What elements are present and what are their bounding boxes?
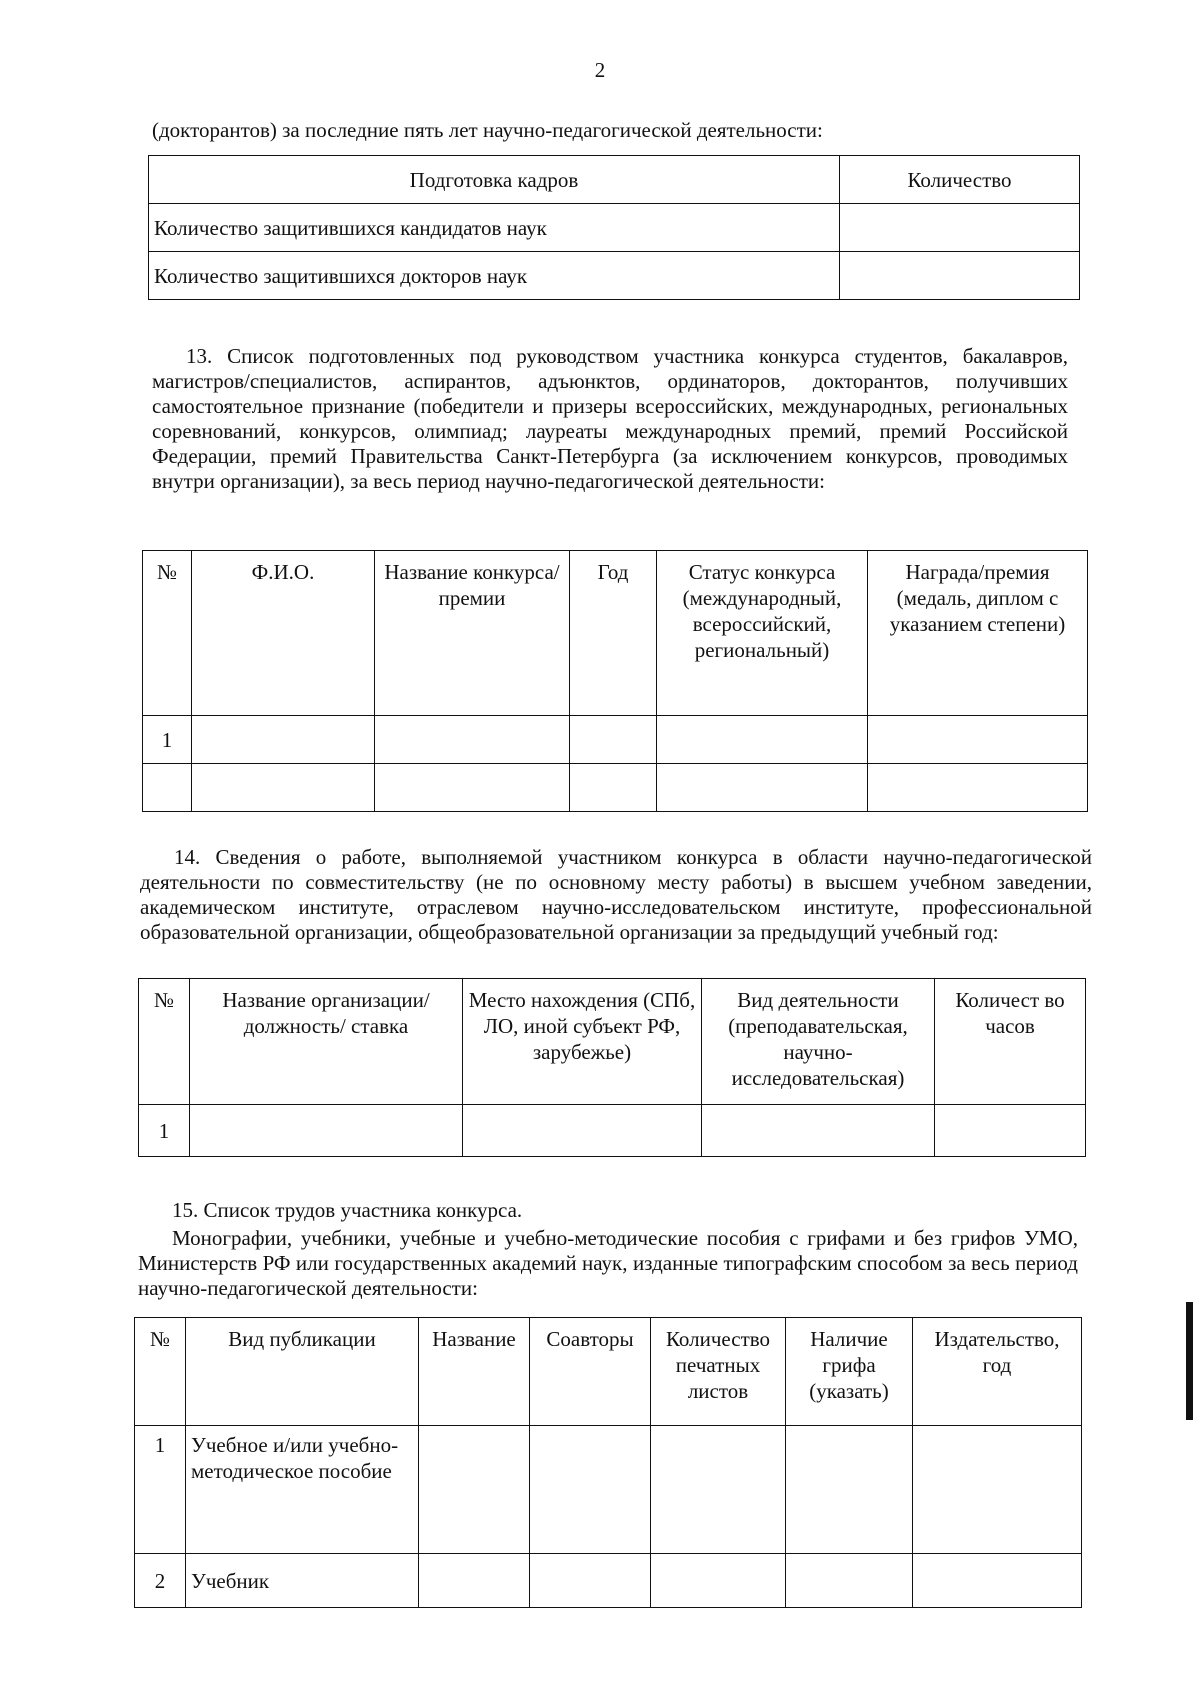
publications-table <box>134 1317 1082 1608</box>
section-14-text: 14. Сведения о работе, выполняемой участником конкурса в области научно-педагогической деятельности по совместительству (не по основному месту работы) в высшем учебном заведении, академическом институте, отраслевом научно-исследовательском институте, профессиональной образовательной организации, общеобразовательной организации за предыдущий учебный год: <box>140 845 1092 944</box>
header-location: Место нахождения (СПб, ЛО, иной субъект РФ, зарубежье) <box>463 979 702 1105</box>
section-15-text: Монографии, учебники, учебные и учебно-методические пособия с грифами и без грифов УМО, Министерств РФ или государственных академий наук, изданные типографским способом за весь период научно-педагогической деятельности: <box>138 1226 1078 1300</box>
empty-cell <box>530 1426 651 1554</box>
empty-cell <box>651 1554 786 1608</box>
empty-cell <box>868 764 1088 812</box>
header-training: Подготовка кадров <box>149 156 840 204</box>
empty-cell <box>570 716 657 764</box>
empty-cell <box>570 764 657 812</box>
empty-cell <box>657 716 868 764</box>
header-activity: Вид деятельности (преподавательская, научно-исследовательская) <box>702 979 935 1105</box>
header-number: № <box>135 1318 186 1426</box>
header-organization: Название организации/должность/ ставка <box>190 979 463 1105</box>
header-award: Награда/премия (медаль, диплом с указанием степени) <box>868 551 1088 716</box>
table-row <box>149 252 1080 300</box>
table-row <box>149 204 1080 252</box>
awards-table <box>142 550 1088 812</box>
page-number: 2 <box>594 58 606 82</box>
table-row <box>143 764 1088 812</box>
empty-cell <box>375 764 570 812</box>
header-publication-type: Вид публикации <box>186 1318 419 1426</box>
header-fio: Ф.И.О. <box>192 551 375 716</box>
empty-cell <box>840 204 1080 252</box>
empty-cell <box>375 716 570 764</box>
empty-cell <box>868 716 1088 764</box>
empty-cell <box>913 1426 1082 1554</box>
table-row <box>135 1426 1082 1554</box>
header-sheets: Количество печатных листов <box>651 1318 786 1426</box>
header-title: Название <box>419 1318 530 1426</box>
intro-line: (докторантов) за последние пять лет научно-педагогической деятельности: <box>152 118 823 142</box>
table-row <box>139 1105 1086 1157</box>
empty-cell <box>786 1554 913 1608</box>
row-number: 1 <box>143 716 192 764</box>
empty-cell <box>192 764 375 812</box>
header-number: № <box>143 551 192 716</box>
table-row <box>143 716 1088 764</box>
publication-type: Учебное и/или учебно-методическое пособие <box>186 1426 419 1554</box>
empty-cell <box>190 1105 463 1157</box>
empty-cell <box>530 1554 651 1608</box>
section-13-text: 13. Список подготовленных под руководством участника конкурса студентов, бакалавров, магистров/специалистов, аспирантов, адъюнктов, ординаторов, докторантов, получивших самостоятельное признание (победители и призеры всероссийских, международных, региональных соревнований, конкурсов, олимпиад; лауреаты международных премий, премий Российской Федерации, премий Правительства Санкт-Петербурга (за исключением конкурсов, проводимых внутри организации), за весь период научно-педагогической деятельности: <box>152 344 1068 493</box>
header-number: № <box>139 979 190 1105</box>
empty-cell <box>419 1554 530 1608</box>
header-coauthors: Соавторы <box>530 1318 651 1426</box>
header-year: Год <box>570 551 657 716</box>
empty-cell <box>192 716 375 764</box>
header-status: Статус конкурса (международный, всероссийский, региональный) <box>657 551 868 716</box>
empty-cell <box>651 1426 786 1554</box>
empty-cell <box>419 1426 530 1554</box>
row-number: 1 <box>139 1105 190 1157</box>
header-quantity: Количество <box>840 156 1080 204</box>
row-label: Количество защитившихся кандидатов наук <box>149 204 840 252</box>
empty-cell <box>786 1426 913 1554</box>
empty-cell <box>657 764 868 812</box>
empty-cell <box>463 1105 702 1157</box>
table-row <box>135 1554 1082 1608</box>
row-number: 2 <box>135 1554 186 1608</box>
header-publisher-year: Издательство, год <box>913 1318 1082 1426</box>
empty-cell <box>143 764 192 812</box>
row-label: Количество защитившихся докторов наук <box>149 252 840 300</box>
part-time-work-table <box>138 978 1086 1157</box>
header-contest-name: Название конкурса/премии <box>375 551 570 716</box>
empty-cell <box>913 1554 1082 1608</box>
empty-cell <box>702 1105 935 1157</box>
header-stamp: Наличие грифа (указать) <box>786 1318 913 1426</box>
staff-training-table <box>148 155 1080 300</box>
empty-cell <box>935 1105 1086 1157</box>
section-15-title: 15. Список трудов участника конкурса. <box>172 1198 523 1222</box>
publication-type: Учебник <box>186 1554 419 1608</box>
row-number: 1 <box>135 1426 186 1554</box>
scan-edge-mark <box>1186 1302 1193 1420</box>
header-hours: Количест во часов <box>935 979 1086 1105</box>
empty-cell <box>840 252 1080 300</box>
